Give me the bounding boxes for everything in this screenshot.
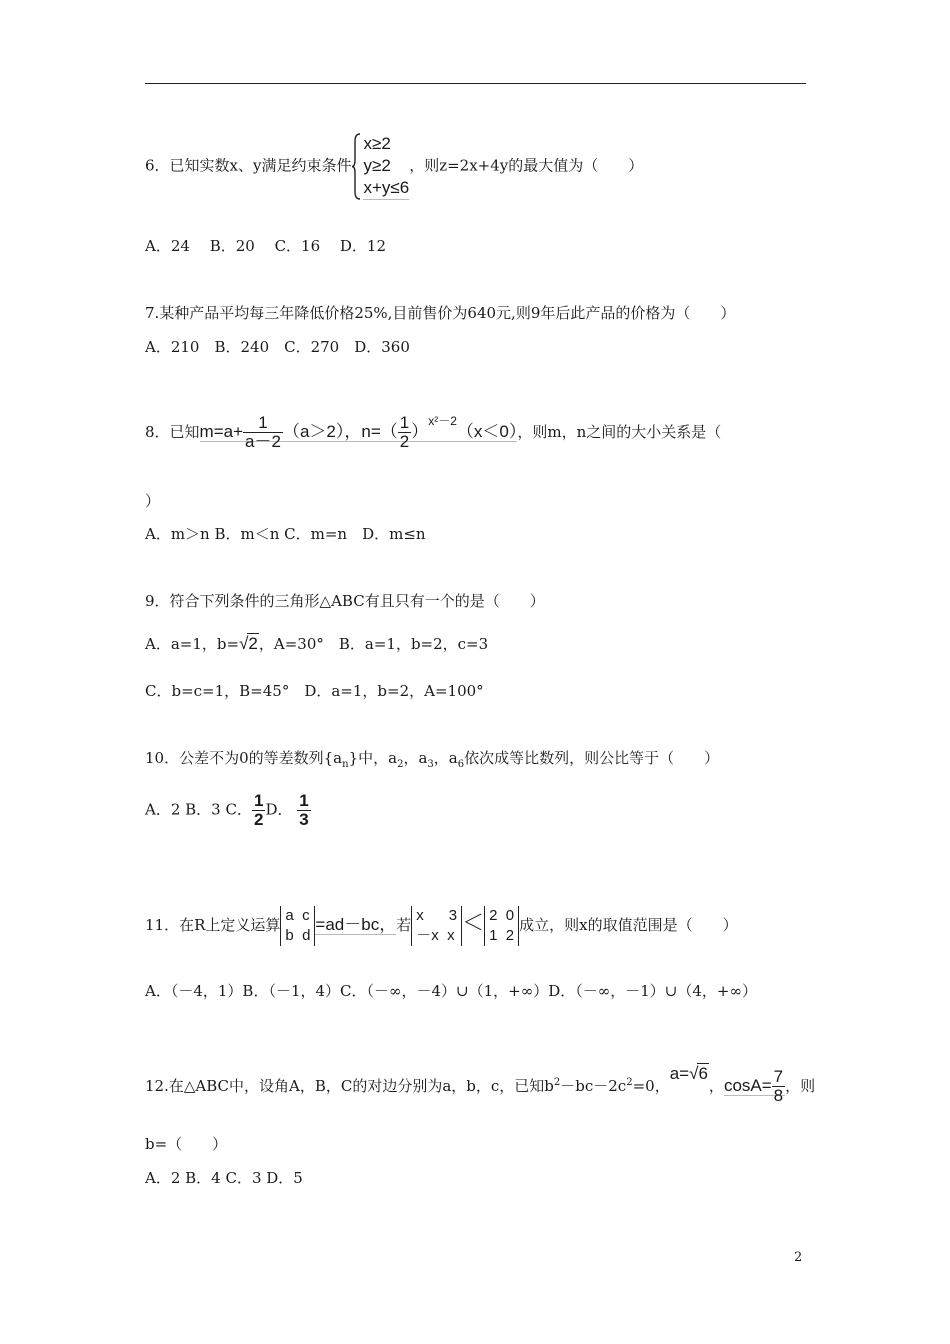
q11-less-than: ＜ — [462, 910, 485, 935]
q8-m-num: 1 — [243, 414, 283, 433]
q8-n-num: 1 — [399, 413, 410, 433]
q10-d-label: D． — [265, 800, 293, 819]
question-11 — [145, 906, 738, 946]
q7-options: A．210 B．240 C．270 D．360 — [145, 338, 410, 356]
q10-sub-3: 3 — [427, 759, 434, 770]
q6-constraint-3: x+y≤6 — [363, 177, 409, 200]
q10-post: 依次成等比数列，则公比等于（ ） — [464, 749, 720, 767]
q12-line2: b=（ ） — [145, 1135, 228, 1153]
q8-m-fraction — [243, 414, 283, 451]
q8-n-den: 2 — [399, 432, 410, 452]
brace-icon — [351, 133, 361, 200]
q12-pre: 12.在△ABC中，设角A，B，C的对边分别为a，b，c，已知b — [145, 1076, 554, 1095]
q10-d-den: 3 — [299, 809, 309, 829]
q6-text: 6．已知实数x、y满足约束条件 — [145, 156, 352, 175]
q12-options: A．2 B．4 C．3 D．5 — [145, 1169, 303, 1187]
question-6 — [145, 133, 643, 200]
q8-options: A．m＞n B．m＜n C．m=n D．m≤n — [145, 525, 426, 543]
q12-mid: －bc－2c — [560, 1076, 627, 1095]
q8-tail: ，则m，n之间的大小关系是（ — [517, 423, 722, 441]
q10-sub-6: 6 — [457, 759, 465, 770]
q9-opt-a-post: ，A=30° B．a=1，b=2，c=3 — [258, 635, 489, 653]
page-number: 2 — [794, 1250, 803, 1265]
q9-options-ab — [145, 633, 488, 654]
q12-cos-pre: cosA= — [723, 1075, 772, 1095]
q10-opt-pre: A．2 B．3 C． — [145, 800, 252, 819]
q10-mid1: }中，a — [348, 749, 398, 767]
q9-sqrt: √2 — [239, 634, 258, 653]
q11-det1-row1: a c — [285, 907, 310, 924]
q11-det2-row2: －x x — [416, 927, 455, 944]
q8-lead: 8．已知 — [145, 423, 200, 441]
q12-sup-2a: 2 — [553, 1076, 561, 1088]
q10-mid3: ，a — [433, 749, 458, 767]
q9-options-cd: C．b=c=1，B=45° D．a=1，b=2，A=100° — [145, 682, 484, 700]
q6-constraint-1: x≥2 — [363, 134, 391, 153]
q6-constraint-system — [351, 133, 409, 200]
q10-d-fraction — [297, 792, 310, 829]
q8-n-fraction — [398, 414, 411, 451]
q12-mid2: =0， — [632, 1076, 670, 1095]
q11-ruo: 若 — [396, 916, 412, 934]
q6-options: A．24 B．20 C．16 D．12 — [145, 237, 387, 255]
q12-a-value: a=√6 — [669, 1063, 708, 1083]
q11-definition: =ad－bc， — [315, 915, 397, 934]
q10-c-fraction — [252, 792, 265, 829]
question-12 — [145, 1063, 816, 1105]
q8-m-den: a－2 — [245, 432, 281, 452]
q12-cos-den: 8 — [773, 1085, 784, 1105]
q10-c-den: 2 — [253, 809, 264, 829]
q11-det1-row2: b d — [285, 927, 311, 944]
q8-formula — [199, 413, 518, 452]
q12-cos-num: 7 — [773, 1067, 784, 1086]
q12-comma: ， — [708, 1076, 724, 1095]
q12-ze: ，则 — [785, 1076, 816, 1095]
q11-det2-row1: x 3 — [416, 907, 458, 924]
question-8 — [145, 412, 721, 451]
q11-post: 成立，则x的取值范围是（ ） — [519, 916, 738, 934]
q12-a-pre: a= — [669, 1063, 690, 1083]
q9-opt-a-pre: A．a=1，b= — [145, 635, 240, 653]
q7-text: 7.某种产品平均每三年降低价格25%,目前售价为640元,则9年后此产品的价格为（ ） — [145, 304, 736, 322]
q12-a-radicand: 6 — [698, 1063, 708, 1083]
q11-pre: 11．在R上定义运算 — [145, 916, 281, 934]
q12-cos-fraction — [772, 1068, 785, 1105]
q10-sub-2: 2 — [397, 759, 404, 770]
header-rule — [145, 83, 806, 84]
q10-pre: 10．公差不为0的等差数列{a — [145, 749, 343, 767]
q10-mid2: ，a — [403, 749, 428, 767]
q10-options — [145, 792, 311, 829]
q8-m-cond: （a＞2），n=（ — [282, 422, 398, 441]
q9-text: 9．符合下列条件的三角形△ABC有且只有一个的是（ ） — [145, 592, 545, 610]
q8-n-exponent: x²－2 — [428, 414, 457, 428]
q11-det3-row1: 2 0 — [489, 907, 515, 924]
q12-sup-2b: 2 — [626, 1076, 633, 1088]
q8-close: ） — [145, 492, 161, 510]
q11-determinant-2 — [411, 906, 462, 946]
q11-determinant-1 — [280, 906, 315, 946]
q6-constraint-2: y≥2 — [363, 156, 391, 175]
q12-cos-value — [723, 1067, 785, 1105]
q10-d-num: 1 — [299, 791, 309, 810]
q11-determinant-3 — [484, 906, 519, 946]
q8-n-cond: （x＜0） — [456, 422, 518, 441]
q8-m-pre: m=a+ — [199, 422, 244, 441]
q10-c-num: 1 — [253, 791, 264, 810]
q8-n-post: ） — [411, 422, 429, 441]
question-10 — [145, 747, 719, 770]
q10-sub-n: n — [342, 759, 349, 770]
q11-options: A．（－4，1）B．（－1，4）C．（－∞，－4）∪（1，+∞）D．（－∞，－1）∪（4，+∞） — [145, 982, 757, 1000]
q11-det3-row2: 1 2 — [489, 927, 515, 944]
q6-tail: ，则z=2x+4y的最大值为（ ） — [409, 156, 644, 175]
q9-radicand: 2 — [248, 634, 258, 653]
